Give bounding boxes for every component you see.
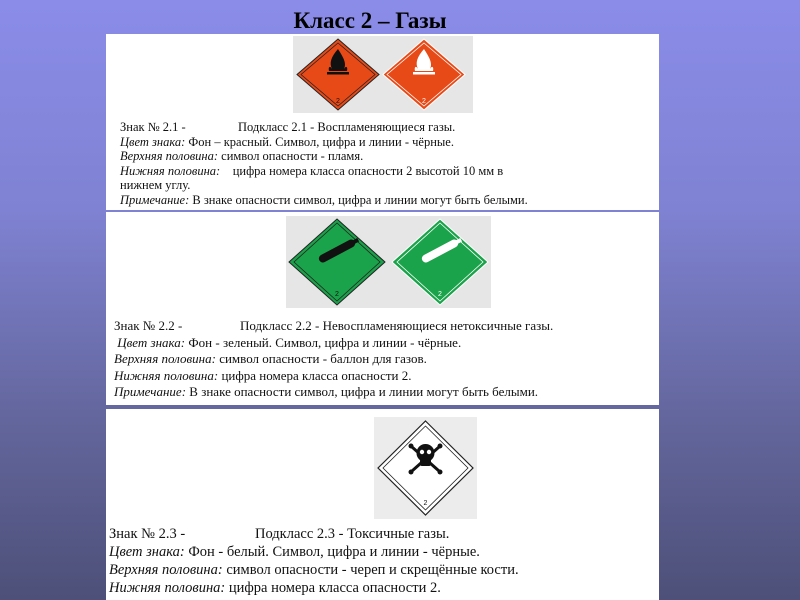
subclass-text: Подкласс 2.3 - Токсичные газы. [255, 526, 450, 542]
description-2-2 [114, 318, 553, 401]
sign-number: Знак № 2.3 - [109, 526, 186, 542]
cylinder-sign-black [287, 217, 387, 307]
flame-sign-white [381, 37, 467, 112]
note-text: В знаке опасности символ, цифра и линии могут быть белыми. [192, 192, 528, 207]
lower-text: цифра номера класса опасности 2. [221, 367, 412, 383]
lower-label: Нижняя половина: [120, 163, 221, 178]
lower-text: цифра номера класса опасности 2 высотой 10 мм в [232, 163, 504, 178]
note-label: Примечание: [120, 192, 190, 207]
lower-text: цифра номера класса опасности 2. [228, 580, 441, 596]
panel-subclass-2-3 [106, 409, 659, 600]
lower-label: Нижняя половина: [114, 367, 219, 383]
svg-text:2: 2 [422, 98, 426, 105]
flame-sign-black [295, 37, 381, 112]
svg-text:2: 2 [423, 500, 428, 507]
color-label: Цвет знака: [117, 334, 186, 350]
color-text: Фон - белый. Символ, цифра и линии - чёрные. [188, 544, 480, 560]
color-label: Цвет знака: [120, 134, 186, 149]
upper-label: Верхняя половина: [120, 149, 219, 163]
upper-text: символ опасности - пламя. [221, 149, 364, 163]
description-2-1 [120, 120, 528, 207]
panel-subclass-2-1 [106, 34, 659, 210]
upper-text: символ опасности - череп и скрещённые кости. [226, 562, 519, 578]
sign-number: Знак № 2.2 - [114, 318, 183, 333]
color-text: Фон – красный. Символ, цифра и линии - чёрные. [188, 134, 454, 149]
panel-subclass-2-2 [106, 212, 659, 405]
subclass-text: Подкласс 2.2 - Невоспламеняющиеся нетоксичные газы. [240, 318, 554, 333]
svg-text:2: 2 [336, 98, 340, 105]
upper-label: Верхняя половина: [109, 562, 223, 578]
subclass-text: Подкласс 2.1 - Воспламеняющиеся газы. [238, 120, 456, 134]
upper-label: Верхняя половина: [114, 351, 216, 366]
color-label: Цвет знака: [109, 544, 185, 560]
note-text: В знаке опасности символ, цифра и линии могут быть белыми. [189, 384, 539, 399]
lower-text-2: нижнем углу. [120, 178, 191, 192]
skull-sign [376, 419, 475, 517]
lower-label: Нижняя половина: [109, 580, 226, 596]
upper-text: символ опасности - баллон для газов. [219, 351, 427, 366]
cylinder-sign-white [390, 217, 490, 307]
sign-number: Знак № 2.1 - [120, 120, 186, 134]
svg-text:2: 2 [438, 291, 442, 298]
slide-title: Класс 2 – Газы [293, 8, 447, 33]
note-label: Примечание: [114, 384, 187, 399]
svg-text:2: 2 [335, 291, 339, 298]
color-text: Фон - зеленый. Символ, цифра и линии - чёрные. [188, 334, 462, 350]
description-2-3 [109, 525, 519, 597]
